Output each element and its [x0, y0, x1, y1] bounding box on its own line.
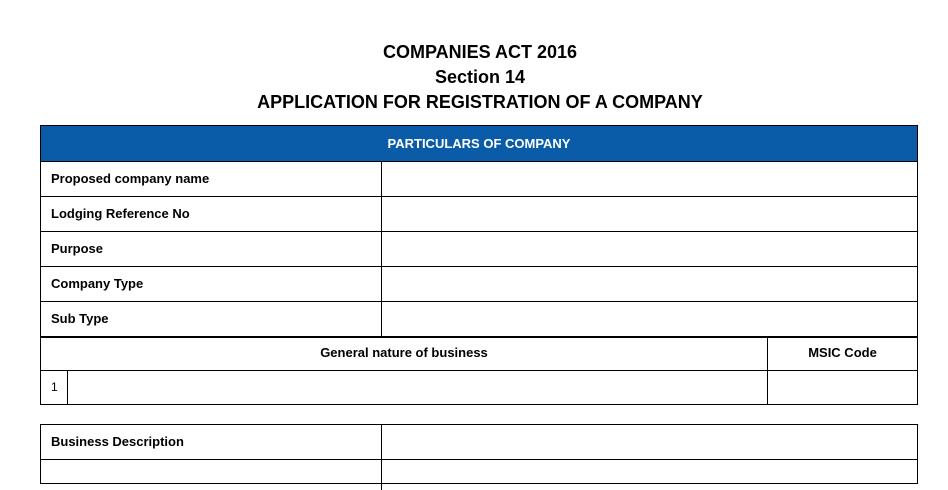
title-section: Section 14: [434, 67, 526, 87]
field-business-description[interactable]: [382, 425, 917, 459]
label-proposed-company-name: Proposed company name: [41, 162, 382, 196]
label-sub-type: Sub Type: [41, 302, 382, 336]
business-table-header: [41, 336, 917, 371]
business-row-number: 1: [41, 371, 68, 404]
header-msic-code: MSIC Code: [808, 345, 877, 360]
business-row: [41, 371, 917, 404]
field-lodging-reference-no[interactable]: [382, 197, 917, 231]
title-act: COMPANIES ACT 2016: [382, 42, 578, 62]
row-company-type: [41, 267, 917, 302]
field-purpose[interactable]: [382, 232, 917, 266]
form-title: [0, 40, 948, 115]
field-next-row[interactable]: [382, 460, 917, 490]
row-next: [41, 460, 917, 490]
label-purpose: Purpose: [41, 232, 382, 266]
row-purpose: [41, 232, 917, 267]
label-lodging-reference-no: Lodging Reference No: [41, 197, 382, 231]
field-msic-code[interactable]: [768, 371, 917, 404]
field-proposed-company-name[interactable]: [382, 162, 917, 196]
particulars-table: [40, 125, 918, 338]
field-company-type[interactable]: [382, 267, 917, 301]
field-sub-type[interactable]: [382, 302, 917, 336]
business-nature-table: [40, 336, 918, 405]
row-sub-type: [41, 302, 917, 338]
label-company-type: Company Type: [41, 267, 382, 301]
row-business-description: [41, 425, 917, 460]
business-description-table: [40, 424, 918, 484]
label-next-row: [41, 460, 382, 490]
field-business-nature[interactable]: [68, 371, 768, 404]
title-application: APPLICATION FOR REGISTRATION OF A COMPANY: [257, 92, 703, 112]
label-business-description: Business Description: [41, 425, 382, 459]
row-proposed-company-name: [41, 162, 917, 197]
header-general-nature: General nature of business: [41, 336, 768, 370]
row-lodging-reference-no: [41, 197, 917, 232]
particulars-header: PARTICULARS OF COMPANY: [41, 126, 917, 162]
